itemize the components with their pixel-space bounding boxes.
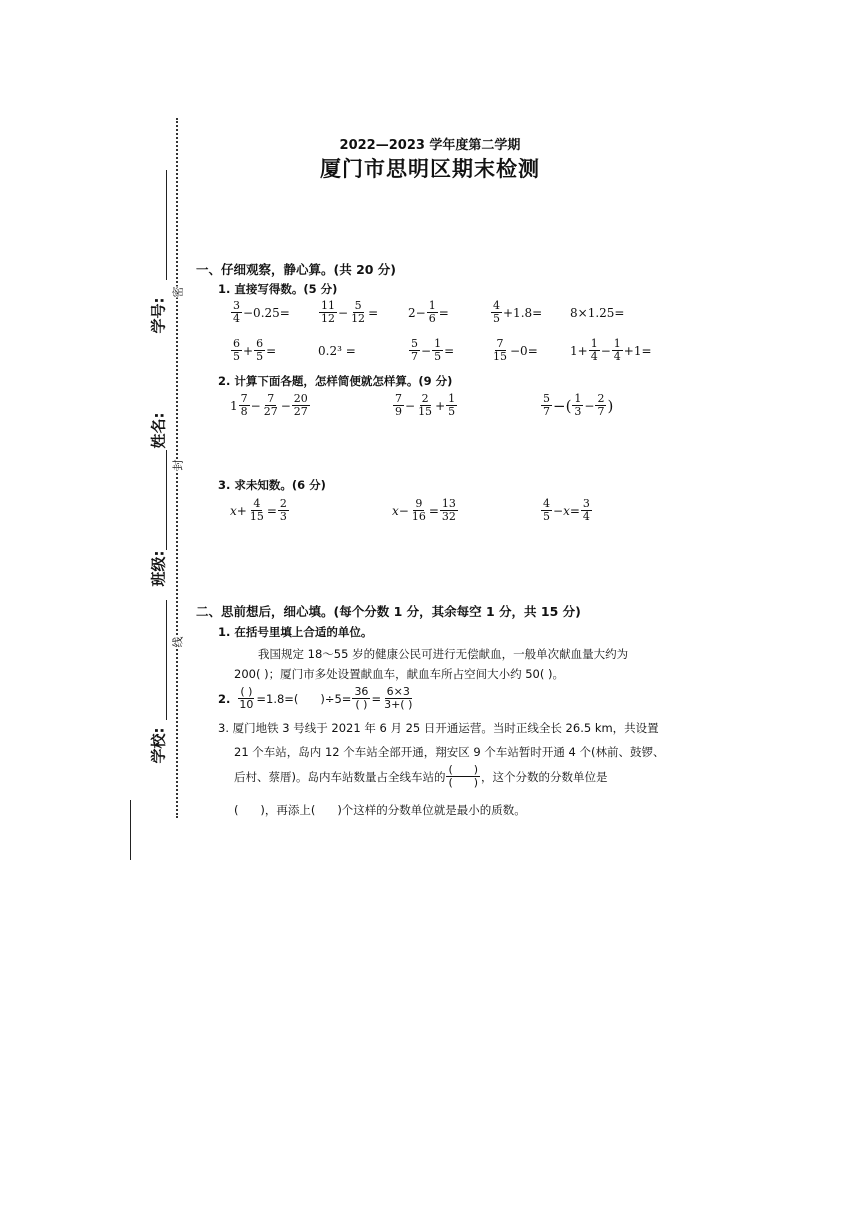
calc-2-4: $\frac{7}{15}$ −0=	[493, 337, 538, 363]
simplify-calc-2: $\frac{7}{9}$ − $\frac{2}{15}$ + $\frac{1}{5}$	[395, 392, 456, 418]
page-title: 厦门市思明区期末检测	[320, 157, 540, 181]
s2-q3-line4: ( )，再添上( )个这样的分数单位就是最小的质数。	[234, 803, 526, 817]
student-id-label: 学号:	[149, 297, 168, 334]
year-line: 2022—2023 学年度第二学期	[339, 138, 521, 153]
s2-q2: 2. $\frac{( )}{10}$ =1.8=( )÷5= $\frac{36}{( )}$ = $\frac{6\times 3}{3+( )}$	[218, 685, 413, 711]
fraction: $\frac{4}{15}$	[249, 497, 264, 523]
fraction: $\frac{11}{12}$	[321, 299, 335, 325]
fraction: $\frac{7}{9}$	[395, 392, 402, 418]
fraction: $\frac{9}{16}$	[411, 497, 426, 523]
name-label: 姓名:	[149, 412, 168, 449]
q2-label: 2. 计算下面各题，怎样简便就怎样算。(9 分)	[218, 374, 453, 388]
class-line	[166, 600, 167, 720]
fraction: $\frac{( )}{10}$	[239, 685, 254, 711]
calc-1-5: 8×1.25=	[570, 306, 625, 320]
fraction: $\frac{1}{4}$	[613, 337, 621, 363]
fraction: $\frac{1}{3}$	[574, 392, 582, 418]
seal-mark-mi: 密	[171, 286, 185, 298]
fraction: $\frac{5}{7}$	[411, 337, 418, 363]
calc-2-1: $\frac{6}{5}$ + $\frac{6}{5}$ =	[233, 337, 277, 363]
seal-mark-xian: 线	[171, 636, 185, 648]
calc-1-3: 2− $\frac{1}{6}$ =	[408, 299, 449, 325]
fraction: $\frac{4}{5}$	[543, 497, 550, 523]
s2-q1-label: 1. 在括号里填上合适的单位。	[218, 625, 373, 639]
simplify-calc-3: $\frac{5}{7}$ −( $\frac{1}{3}$ − $\frac{2}{7}$ )	[543, 392, 614, 418]
fraction: $\frac{6}{5}$	[233, 337, 240, 363]
fraction: $\frac{5}{7}$	[543, 392, 550, 418]
equation-2: x − $\frac{9}{16}$ = $\frac{13}{32}$	[392, 497, 456, 523]
fraction: $\frac{13}{32}$	[441, 497, 456, 523]
fraction: $\frac{1}{5}$	[434, 337, 442, 363]
calc-2-5: 1+ $\frac{1}{4}$ − $\frac{1}{4}$ +1=	[570, 337, 652, 363]
section2-heading: 二、思前想后，细心填。(每个分数 1 分，其余每空 1 分，共 15 分)	[196, 604, 581, 619]
calc-1-4: $\frac{4}{5}$ +1.8=	[493, 299, 543, 325]
fraction: $\frac{( )}{( )}$	[448, 763, 479, 789]
student-id-line	[166, 170, 167, 280]
calc-2-3: $\frac{5}{7}$ − $\frac{1}{5}$ =	[411, 337, 455, 363]
class-label: 班级:	[149, 550, 168, 587]
equation-1: x + $\frac{4}{15}$ = $\frac{2}{3}$	[230, 497, 287, 523]
fraction: $\frac{6\times 3}{3+( )}$	[384, 685, 413, 711]
simplify-calc-1: 1 $\frac{7}{8}$ − $\frac{7}{27}$ − $\frac{20}{27}$	[230, 392, 308, 418]
calc-2-2: 0.2³ =	[318, 344, 356, 358]
s2-q3-line1: 3. 厦门地铁 3 号线于 2021 年 6 月 25 日开通运营。当时正线全长 26.5 km，共设置	[218, 721, 659, 735]
q1-label: 1. 直接写得数。(5 分)	[218, 282, 338, 296]
fraction: $\frac{1}{5}$	[448, 392, 456, 418]
fraction: $\frac{3}{4}$	[582, 497, 590, 523]
fraction: $\frac{6}{5}$	[256, 337, 264, 363]
equation-3: $\frac{4}{5}$ − x = $\frac{3}{4}$	[543, 497, 590, 523]
fraction: $\frac{4}{5}$	[493, 299, 500, 325]
calc-1-1: $\frac{3}{4}$ −0.25=	[233, 299, 290, 325]
fraction: $\frac{7}{8}$	[240, 392, 248, 418]
fraction: $\frac{1}{6}$	[428, 299, 436, 325]
fraction: $\frac{2}{3}$	[279, 497, 287, 523]
s2-q1-line1: 我国规定 18～55 岁的健康公民可进行无偿献血，一般单次献血量大约为	[258, 647, 629, 661]
seal-mark-feng: 封	[171, 459, 185, 471]
fraction: $\frac{7}{27}$	[263, 392, 278, 418]
page-edge-line	[130, 800, 131, 860]
s2-q3-line2: 21 个车站，岛内 12 个车站全部开通，翔安区 9 个车站暂时开通 4 个(林前、鼓锣、	[234, 745, 665, 759]
fraction: $\frac{2}{7}$	[597, 392, 605, 418]
section1-heading: 一、仔细观察，静心算。(共 20 分)	[196, 262, 397, 277]
calc-1-2: $\frac{11}{12}$ − $\frac{5}{12}$ =	[321, 299, 379, 325]
fraction: $\frac{20}{27}$	[293, 392, 308, 418]
fraction: $\frac{5}{12}$	[351, 299, 366, 325]
s2-q3-line3: 后村、蔡厝)。岛内车站数量占全线车站的 $\frac{( )}{( )}$ ，这个分数的分数单位是	[234, 763, 608, 789]
s2-q1-line2: 200( )；厦门市多处设置献血车，献血车所占空间大小约 50( )。	[234, 667, 564, 681]
name-line	[166, 450, 167, 550]
fraction: $\frac{1}{4}$	[590, 337, 598, 363]
fraction: $\frac{3}{4}$	[233, 299, 240, 325]
fraction: $\frac{2}{15}$	[418, 392, 433, 418]
school-label: 学校:	[149, 727, 168, 764]
fraction: $\frac{36}{( )}$	[354, 685, 369, 711]
fraction: $\frac{7}{15}$	[493, 337, 507, 363]
q3-label: 3. 求未知数。(6 分)	[218, 478, 326, 492]
